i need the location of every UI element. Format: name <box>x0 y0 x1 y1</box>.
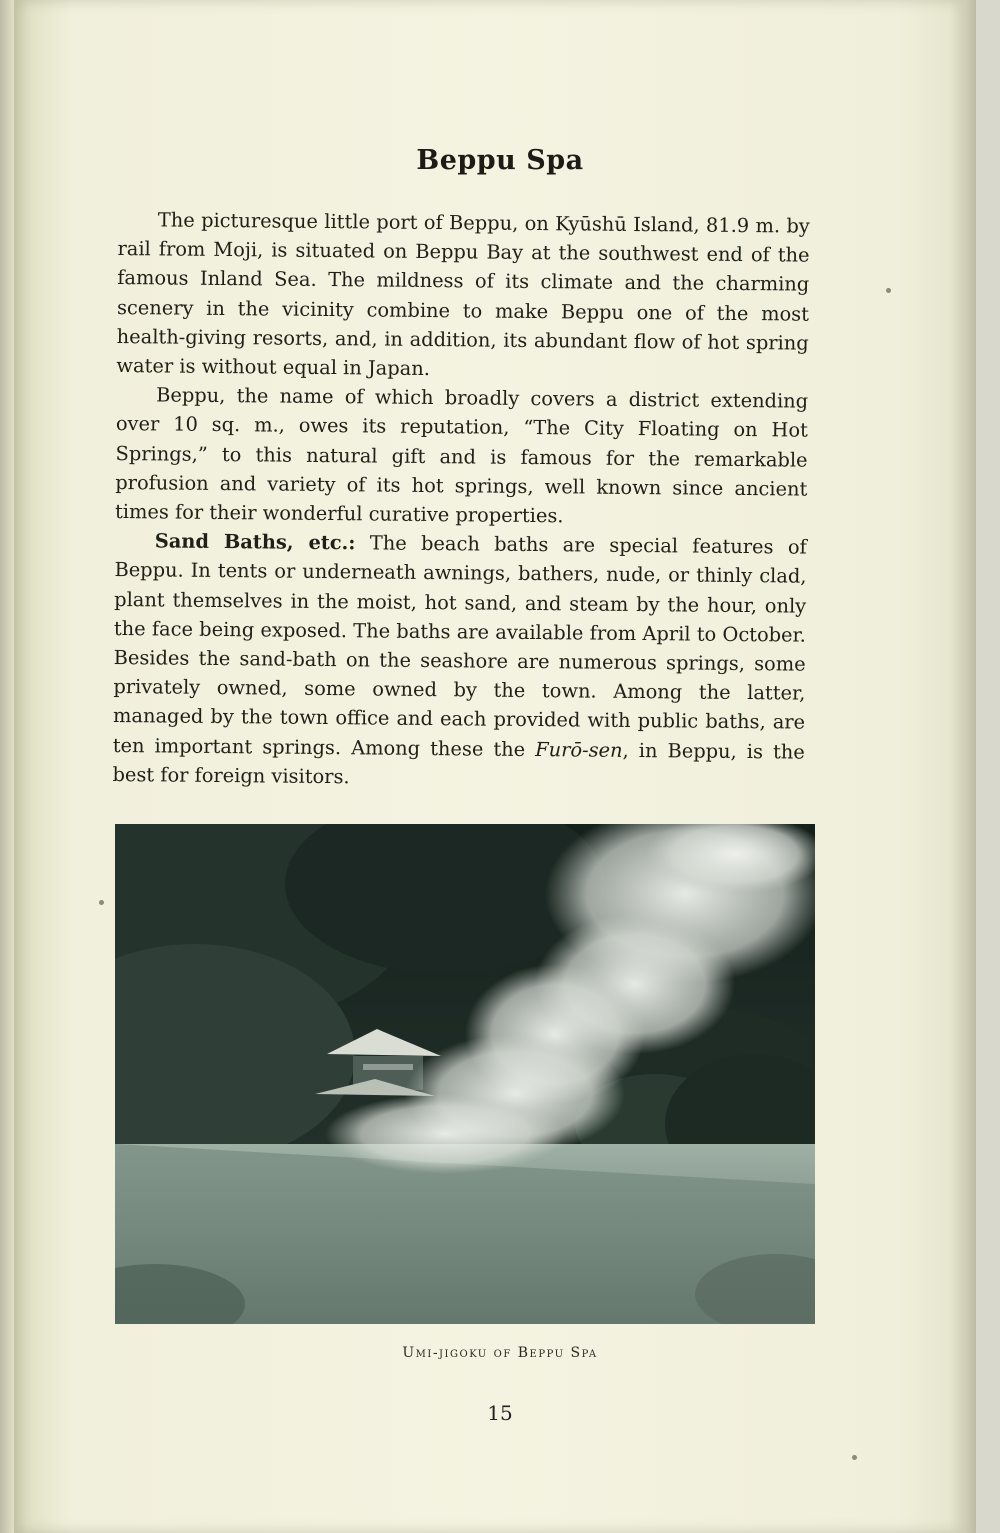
paper-speck <box>99 900 104 905</box>
sand-baths-text-end: , in Beppu, is the best for foreign visitors. <box>112 738 805 789</box>
paragraph-sand-baths <box>112 526 806 795</box>
article-body <box>112 205 810 796</box>
sand-baths-heading: Sand Baths, etc.: <box>154 529 356 555</box>
hot-spring-photograph <box>115 824 815 1324</box>
furo-sen-term: Furō-sen <box>535 737 623 762</box>
paragraph-reputation: Beppu, the name of which broadly covers a district extending over 10 sq. m., owes its reputation, “The City Floating on Hot Springs,” to this natural gift and is famous for the remarkable profusion and variety of its hot springs, well known since ancient times for their wonderful curative properties. <box>114 383 809 528</box>
paper-speck <box>886 288 891 293</box>
photo-illustration <box>115 824 815 1324</box>
paper-speck <box>852 1455 857 1460</box>
paragraph-intro: The picturesque little port of Beppu, on Kyūshū Island, 81.9 m. by rail from Moji, is situated on Beppu Bay at the southwest end of the famous Inland Sea. The mildness of its climate and the charming scenery in the vicinity combine to make Beppu one of the most health-giving resorts, and, in addition, its abundant flow of hot spring water is without equal in Japan. <box>116 208 810 381</box>
sand-baths-text: The beach baths are special features of Beppu. In tents or underneath awnings, bathers, nude, or thinly clad, plant themselves in the moist, hot sand, and steam by the hour, only the face being exposed. The baths are available from April to October. Besides the sand-bath on the seashore are numerous springs, some privately owned, some owned by the town. Among the latter, managed by the town office and each provided with public baths, are ten important springs. Among these the <box>112 531 807 761</box>
photo-caption: Umi-jigoku of Beppu Spa <box>402 1345 598 1361</box>
page-edge-shadow <box>950 0 976 1533</box>
page-number: 15 <box>487 1401 513 1425</box>
page-title: Beppu Spa <box>416 145 584 176</box>
